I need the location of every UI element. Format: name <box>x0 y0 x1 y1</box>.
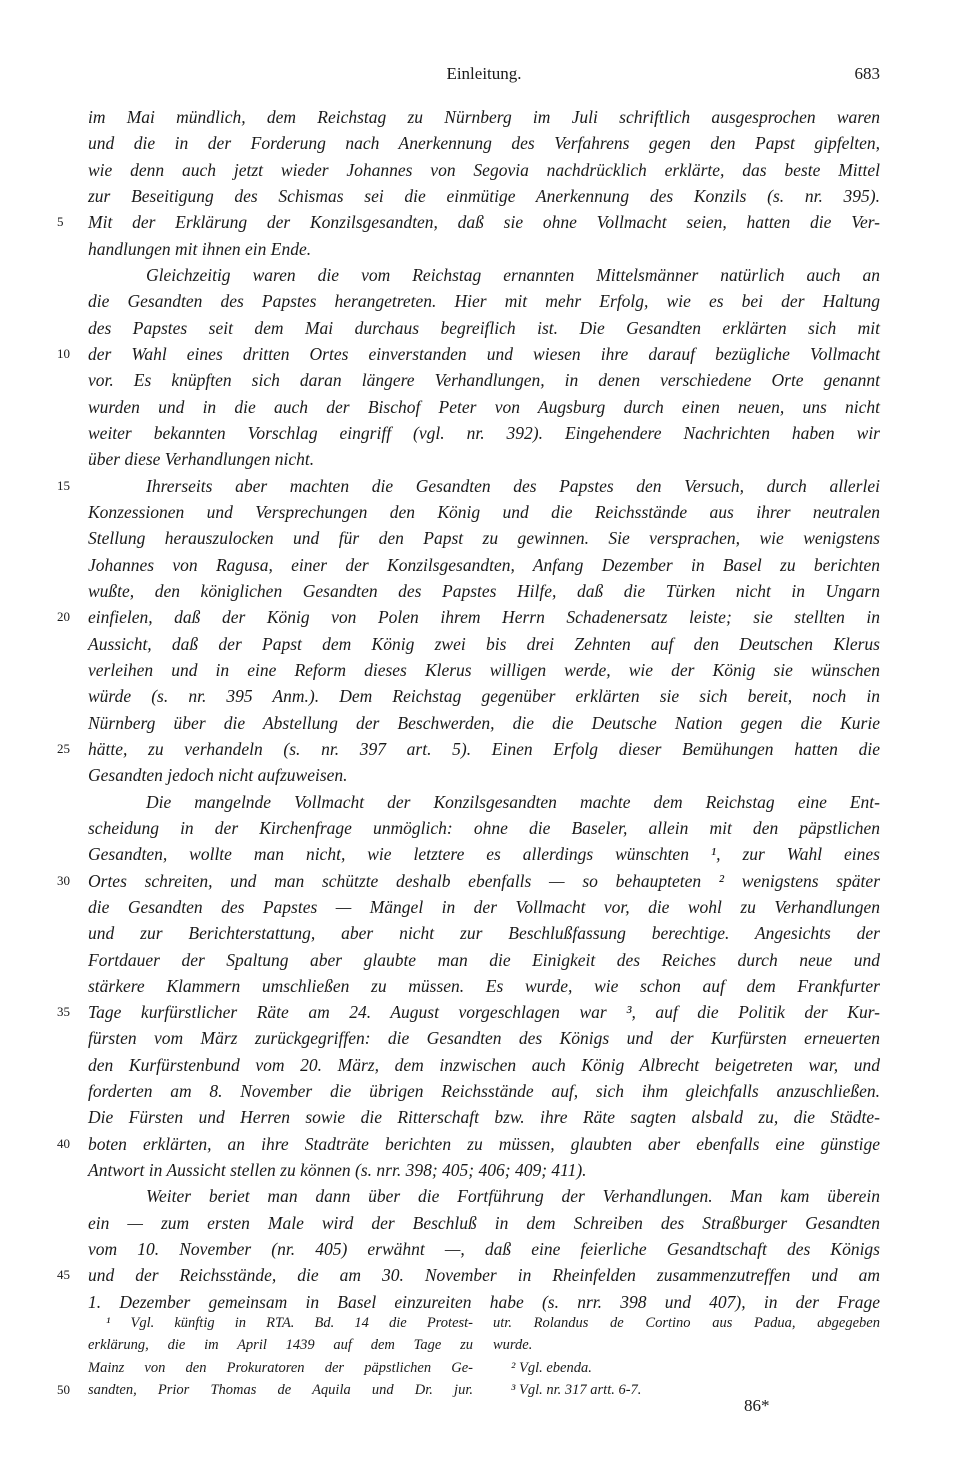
footnote-line-text: Mainz von den Prokuratoren der päpstlichen Ge- <box>88 1359 473 1376</box>
text-line-text: und zur Berichterstattung, aber nicht zur Beschlußfassung berechtige. Angesichts der <box>88 923 880 944</box>
text-line <box>88 525 880 551</box>
text-line <box>57 1262 880 1288</box>
text-line <box>88 236 880 262</box>
text-line <box>88 183 880 209</box>
text-line <box>88 657 880 683</box>
text-line <box>88 315 880 341</box>
text-line <box>88 1236 880 1262</box>
text-line-text: verleihen und in eine Reform dieses Klerus willigen werde, wie der König sie wünschen <box>88 659 880 680</box>
text-line <box>88 947 880 973</box>
text-line-text: die Gesandten des Papstes — Mängel in der Vollmacht vor, die wohl zu Verhandlungen <box>88 896 880 917</box>
text-line-text: handlungen mit ihnen ein Ende. <box>88 238 312 259</box>
text-line-text: über diese Verhandlungen nicht. <box>88 449 315 470</box>
footnote-line-text: utr. Rolandus de Cortino aus Padua, abgegeben <box>493 1315 880 1331</box>
text-line-text: hätte, zu verhandeln (s. nr. 397 art. 5). Einen Erfolg dieser Bemühungen hatten die <box>88 738 880 759</box>
text-line-text: Mit der Erklärung der Konzilsgesandten, daß sie ohne Vollmacht seien, hatten die Ver- <box>88 212 880 233</box>
text-line-text: Tage kurfürstlicher Räte am 24. August vorgeschlagen war ³, auf die Politik der Kur- <box>88 1002 880 1023</box>
text-line <box>57 1131 880 1157</box>
footnote-line-text: ³ Vgl. nr. 317 artt. 6-7. <box>511 1382 642 1399</box>
text-line <box>88 1210 880 1236</box>
text-line-text: Weiter beriet man dann über die Fortführung der Verhandlungen. Man kam überein <box>146 1186 880 1207</box>
text-line-text: Gesandten jedoch nicht aufzuweisen. <box>88 765 348 786</box>
footnote-line-text: erklärung, die im April 1439 auf dem Tage zu <box>88 1337 473 1354</box>
text-line <box>57 604 880 630</box>
text-line-text: Stellung herauszulocken und für den Papst zu gewinnen. Sie versprachen, wie wenigstens <box>88 528 880 549</box>
text-line-text: würde (s. nr. 395 Anm.). Dem Reichstag gegenüber erklärten sie sich bereit, noch in <box>88 686 880 707</box>
text-line-text: einfielen, daß der König von Polen ihrem Herrn Schadenersatz leiste; sie stellten in <box>88 607 880 628</box>
footnotes-left-column <box>57 1312 473 1402</box>
running-head <box>88 64 880 88</box>
text-line-text: Die Fürsten und Herren sowie die Ritterschaft bzw. ihre Räte sagten alsbald zu, die Städte- <box>88 1107 880 1128</box>
text-line <box>88 552 880 578</box>
footnote-line <box>57 1379 473 1401</box>
line-number: 30 <box>57 872 70 888</box>
text-line <box>88 631 880 657</box>
text-line <box>88 367 880 393</box>
text-line <box>88 394 880 420</box>
line-number: 10 <box>57 345 70 361</box>
text-line <box>88 1025 880 1051</box>
text-line <box>57 736 880 762</box>
text-line-text: Die mangelnde Vollmacht der Konzilsgesandten machte dem Reichstag eine Ent- <box>146 791 880 812</box>
text-line <box>88 683 880 709</box>
text-line <box>57 473 880 499</box>
text-line <box>88 815 880 841</box>
text-line <box>88 499 880 525</box>
text-line-text: stärkere Klammern umschließen zu müssen. Es wurde, wie schon auf dem Frankfurter <box>88 975 880 996</box>
text-line-text: Ortes schreiten, und man schützte deshalb ebenfalls — so behaupteten ² wenigstens später <box>88 870 880 891</box>
text-line-text: des Papstes seit dem Mai durchaus begreiflich ist. Die Gesandten erklärten sich mit <box>88 317 880 338</box>
text-line-text: im Mai mündlich, dem Reichstag zu Nürnberg im Juli schriftlich ausgesprochen waren <box>88 107 880 127</box>
text-line <box>88 578 880 604</box>
text-line-text: und der Reichsstände, die am 30. November in Rheinfelden zusammenzutreffen und am <box>88 1265 880 1286</box>
text-line-text: Gesandten, wollte man nicht, wie letztere es allerdings wünschten ¹, zur Wahl eines <box>88 844 880 865</box>
text-line-text: Antwort in Aussicht stellen zu können (s. nrr. 398; 405; 406; 409; 411). <box>88 1160 587 1181</box>
text-line-text: 1. Dezember gemeinsam in Basel einzureiten habe (s. nrr. 398 und 407), in der Frage <box>88 1291 880 1312</box>
text-line-text: Ihrerseits aber machten die Gesandten des Papstes den Versuch, durch allerlei <box>146 475 880 496</box>
line-number: 15 <box>57 477 70 493</box>
footnote-line <box>88 1357 473 1379</box>
text-line <box>88 104 880 130</box>
body-text <box>57 104 880 1315</box>
text-line-text: die Gesandten des Papstes herangetreten. Hier mit mehr Erfolg, wie es bei der Haltung <box>88 291 880 312</box>
text-line <box>88 762 880 788</box>
text-line-text: Johannes von Ragusa, einer der Konzilsgesandten, Anfang Dezember in Basel zu berichten <box>88 554 880 575</box>
text-line <box>88 1052 880 1078</box>
footnote-line <box>88 1312 473 1334</box>
footnote-line <box>493 1312 880 1334</box>
text-line <box>57 341 880 367</box>
text-line <box>57 868 880 894</box>
line-number: 25 <box>57 740 70 756</box>
text-line-text: zur Beseitigung des Schismas sei die einmütige Anerkennung des Konzils (s. nr. 395). <box>88 185 880 206</box>
text-line <box>88 710 880 736</box>
text-line-text: Fortdauer der Spaltung aber glaubte man die Einigkeit des Reiches durch neue und <box>88 949 880 970</box>
line-number: 5 <box>57 214 64 230</box>
text-line-text: Konzessionen und Versprechungen den König und die Reichsstände aus ihrer neutralen <box>88 501 880 522</box>
text-line <box>88 262 880 288</box>
running-title: Einleitung. <box>446 64 522 83</box>
signature-mark: 86* <box>744 1396 770 1415</box>
footnote-line-text: wurde. <box>493 1337 533 1354</box>
text-line <box>88 288 880 314</box>
footnote-line-text: ² Vgl. ebenda. <box>511 1359 592 1376</box>
text-line <box>88 1183 880 1209</box>
text-line <box>88 920 880 946</box>
text-line <box>88 894 880 920</box>
text-line <box>88 420 880 446</box>
text-line-text: scheidung in der Kirchenfrage unmöglich: ohne die Baseler, allein mit den päpstlichen <box>88 817 880 838</box>
line-number: 20 <box>57 609 70 625</box>
text-line <box>88 1104 880 1130</box>
footnote-line <box>493 1357 880 1379</box>
text-line <box>88 1078 880 1104</box>
text-line <box>88 157 880 183</box>
text-line-text: den Kurfürstenbund vom 20. März, dem inzwischen auch König Albrecht beigetreten war, und <box>88 1054 880 1075</box>
text-line <box>88 446 880 472</box>
line-number: 35 <box>57 1004 70 1020</box>
text-line <box>88 130 880 156</box>
text-line-text: vom 10. November (nr. 405) erwähnt —, daß eine feierliche Gesandtschaft des Königs <box>88 1239 880 1260</box>
text-line-text: weiter bekannten Vorschlag eingriff (vgl. nr. 392). Eingehendere Nachrichten haben wir <box>88 422 880 443</box>
text-line <box>88 789 880 815</box>
text-line-text: fürsten vom März zurückgegriffen: die Gesandten des Königs und der Kurfürsten erneuerten <box>88 1028 880 1049</box>
text-line-text: vor. Es knüpften sich daran längere Verhandlungen, in denen verschiedene Orte genannt <box>88 370 880 391</box>
text-line-text: Aussicht, daß der Papst dem König zwei bis drei Zehnten auf den Deutschen Klerus <box>88 633 880 654</box>
text-line-text: wie denn auch jetzt wieder Johannes von Segovia nachdrücklich erklärte, das beste Mittel <box>88 159 880 180</box>
text-line <box>88 973 880 999</box>
footnotes-right-column <box>493 1312 880 1402</box>
text-line <box>88 1157 880 1183</box>
text-line-text: wußte, den königlichen Gesandten des Papstes Hilfe, daß die Türken nicht in Ungarn <box>88 580 880 601</box>
text-line-text: forderten am 8. November die übrigen Reichsstände auf, sich ihm gleichfalls anzuschließen. <box>88 1081 880 1102</box>
line-number: 45 <box>57 1267 70 1283</box>
text-line-text: boten erklärten, an ihre Stadträte berichten zu müssen, glaubten aber ebenfalls eine günstige <box>88 1133 880 1154</box>
footnote-line-text: sandten, Prior Thomas de Aquila und Dr. jur. <box>88 1382 473 1399</box>
text-line-text: wurden und in die auch der Bischof Peter von Augsburg durch einen neuen, uns nicht <box>88 396 880 417</box>
text-line <box>57 999 880 1025</box>
footnote-line <box>493 1379 880 1401</box>
footnote-line <box>493 1334 880 1356</box>
text-line-text: Gleichzeitig waren die vom Reichstag ernannten Mittelsmänner natürlich auch an <box>146 264 880 285</box>
text-line <box>57 209 880 235</box>
text-line-text: der Wahl eines dritten Ortes einverstanden und wiesen ihre darauf bezügliche Vollmacht <box>88 343 880 364</box>
footnote-line <box>88 1334 473 1356</box>
text-line <box>88 841 880 867</box>
text-line-text: ein — zum ersten Male wird der Beschluß in dem Schreiben des Straßburger Gesandten <box>88 1212 880 1233</box>
page-number: 683 <box>854 64 880 83</box>
text-line-text: und die in der Forderung nach Anerkennung des Verfahrens gegen den Papst gipfelten, <box>88 133 880 154</box>
footnote-line-text: ¹ Vgl. künftig in RTA. Bd. 14 die Protest- <box>106 1315 473 1331</box>
text-line-text: Nürnberg über die Abstellung der Beschwerden, die die Deutsche Nation gegen die Kurie <box>88 712 880 733</box>
line-number: 40 <box>57 1135 70 1151</box>
line-number: 50 <box>57 1382 70 1398</box>
